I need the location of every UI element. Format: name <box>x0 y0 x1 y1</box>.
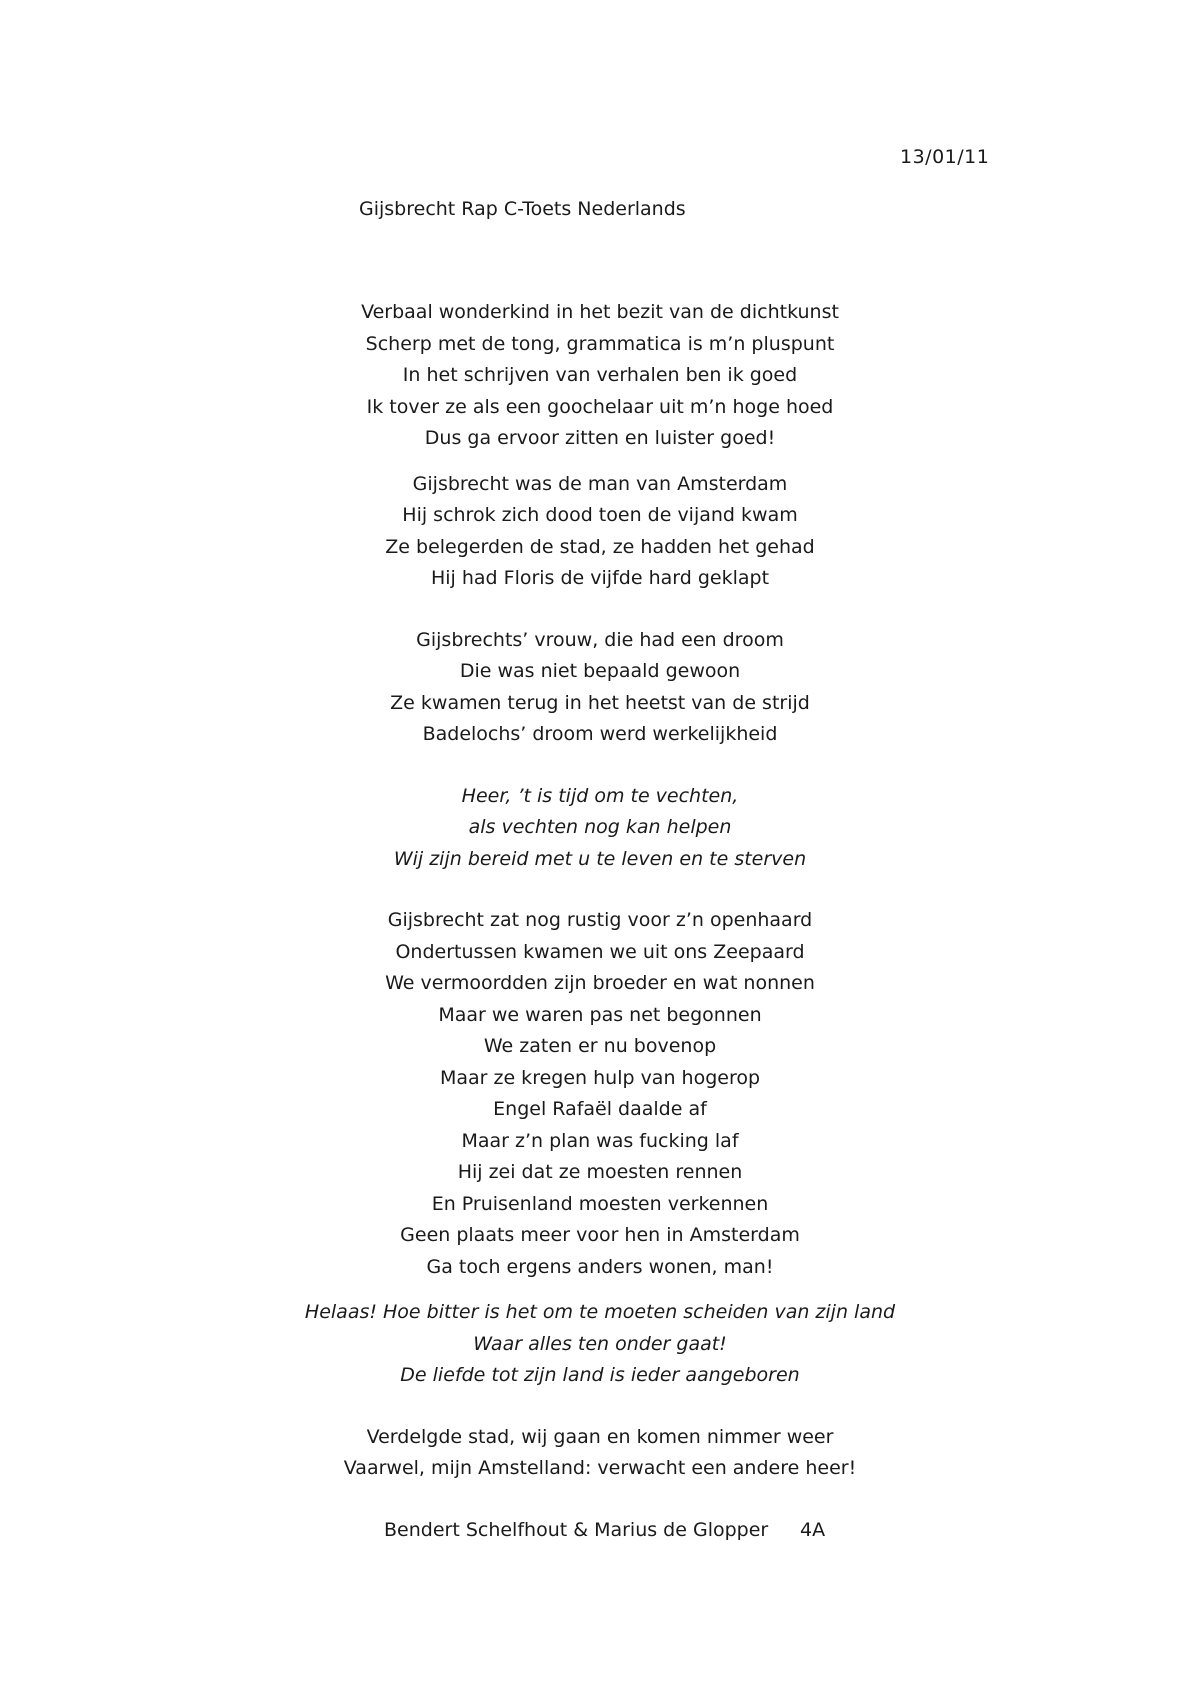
stanza-4 <box>0 781 1200 876</box>
stanza-3 <box>0 625 1200 751</box>
poem-line: We zaten er nu bovenop <box>483 1035 717 1057</box>
poem-line: Verbaal wonderkind in het bezit van de dichtkunst <box>361 301 839 323</box>
poem-line: Hij zei dat ze moesten rennen <box>457 1161 743 1183</box>
poem-line: Dus ga ervoor zitten en luister goed! <box>424 427 776 449</box>
poem-line: Badelochs’ droom werd werkelijkheid <box>422 723 778 745</box>
stanza-6 <box>0 1297 1200 1392</box>
stanza-1 <box>0 297 1200 455</box>
poem-line: Hij had Floris de vijfde hard geklapt <box>430 567 770 589</box>
poem-line: Die was niet bepaald gewoon <box>459 660 741 682</box>
poem-line: Ze kwamen terug in het heetst van de strijd <box>390 691 810 714</box>
poem-line: Heer, ’t is tijd om te vechten, <box>461 784 739 807</box>
poem-line: Wij zijn bereid met u te leven en te sterven <box>393 847 807 870</box>
poem-line: Waar alles ten onder gaat! <box>473 1332 727 1355</box>
poem-line: Gijsbrecht was de man van Amsterdam <box>412 472 788 495</box>
stanza-5 <box>0 905 1200 1283</box>
document-title: Gijsbrecht Rap C-Toets Nederlands <box>359 198 686 220</box>
class-label: 4A <box>800 1519 826 1541</box>
poem-line: En Pruisenland moesten verkennen <box>431 1192 769 1215</box>
poem-line: Helaas! Hoe bitter is het om te moeten scheiden van zijn land <box>304 1301 896 1323</box>
poem-line: Engel Rafaël daalde af <box>493 1098 707 1120</box>
poem-line: Ondertussen kwamen we uit ons Zeepaard <box>395 940 805 963</box>
authors: Bendert Schelfhout & Marius de Glopper <box>384 1519 769 1541</box>
poem-line: Maar z’n plan was fucking laf <box>461 1129 739 1152</box>
poem-line: Verdelgde stad, wij gaan en komen nimmer weer <box>366 1425 834 1448</box>
poem-line: Scherp met de tong, grammatica is m’n pluspunt <box>365 332 835 355</box>
poem-line: De liefde tot zijn land is ieder aangeboren <box>400 1364 800 1386</box>
stanza-2 <box>0 469 1200 595</box>
poem-body <box>0 297 1200 1485</box>
poem-line: Hij schrok zich dood toen de vijand kwam <box>402 504 798 526</box>
poem-line: Ze belegerden de stad, ze hadden het gehad <box>385 535 815 558</box>
poem-line: We vermoordden zijn broeder en wat nonnen <box>385 972 815 994</box>
poem-line: Vaarwel, mijn Amstelland: verwacht een andere heer! <box>343 1457 857 1479</box>
poem-line: In het schrijven van verhalen ben ik goed <box>402 364 798 386</box>
poem-line: Maar ze kregen hulp van hogerop <box>439 1066 761 1089</box>
poem-line: Ik tover ze als een goochelaar uit m’n hoge hoed <box>366 395 834 418</box>
poem-line: Geen plaats meer voor hen in Amsterdam <box>400 1224 800 1246</box>
poem-line: Ga toch ergens anders wonen, man! <box>426 1255 774 1278</box>
poem-line: Gijsbrechts’ vrouw, die had een droom <box>416 628 784 651</box>
poem-line: Maar we waren pas net begonnen <box>438 1003 762 1026</box>
stanza-7 <box>0 1422 1200 1485</box>
poem-line: Gijsbrecht zat nog rustig voor z’n openhaard <box>387 909 813 931</box>
poem-line: als vechten nog kan helpen <box>468 816 732 838</box>
document-date: 13/01/11 <box>900 146 990 168</box>
